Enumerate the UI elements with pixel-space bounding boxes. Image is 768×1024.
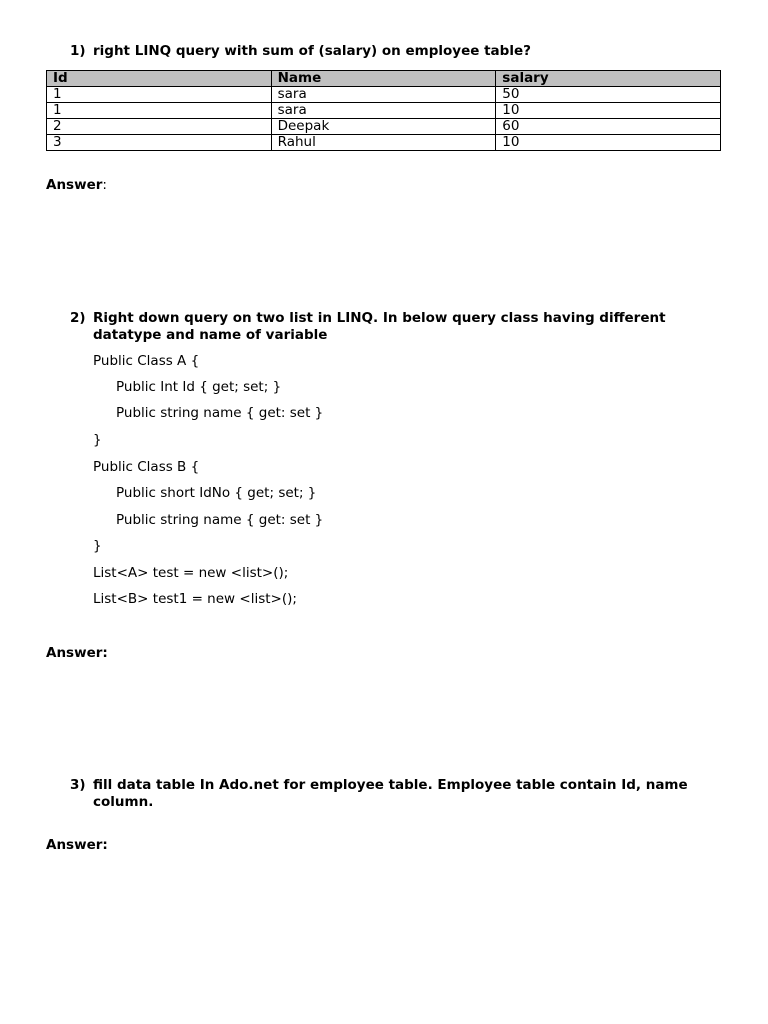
code-line: Public string name { get: set }	[116, 405, 324, 421]
answer-1-label-text: Answer	[46, 177, 103, 193]
cell-salary: 50	[496, 87, 721, 103]
code-line: Public Class A {	[93, 353, 200, 369]
cell-salary: 10	[496, 103, 721, 119]
employee-table	[46, 70, 721, 151]
cell-id: 2	[47, 119, 272, 135]
answer-1-colon: :	[102, 177, 107, 193]
column-header-salary: salary	[496, 71, 721, 87]
answer-3-label: Answer:	[46, 837, 108, 853]
cell-id: 1	[47, 103, 272, 119]
code-line: Public string name { get: set }	[116, 512, 324, 528]
cell-name: sara	[271, 103, 496, 119]
question-2-number: 2)	[70, 310, 86, 326]
table-row	[47, 119, 721, 135]
cell-id: 3	[47, 135, 272, 151]
cell-salary: 60	[496, 119, 721, 135]
question-1-text: right LINQ query with sum of (salary) on employee table?	[93, 43, 531, 59]
question-3-text-line-1: fill data table In Ado.net for employee table. Employee table contain Id, name	[93, 777, 688, 793]
code-line: }	[93, 432, 102, 448]
cell-name: sara	[271, 87, 496, 103]
table-header-row	[47, 71, 721, 87]
cell-name: Deepak	[271, 119, 496, 135]
answer-1-label	[46, 177, 107, 193]
question-3-text-line-2: column.	[93, 794, 154, 810]
code-line: }	[93, 538, 102, 554]
table-row	[47, 87, 721, 103]
column-header-name: Name	[271, 71, 496, 87]
cell-id: 1	[47, 87, 272, 103]
code-line: Public Int Id { get; set; }	[116, 379, 282, 395]
cell-name: Rahul	[271, 135, 496, 151]
question-2-text-line-2: datatype and name of variable	[93, 327, 328, 343]
cell-salary: 10	[496, 135, 721, 151]
code-line: List<A> test = new <list>();	[93, 565, 289, 581]
column-header-id: Id	[47, 71, 272, 87]
table-row	[47, 103, 721, 119]
question-3-number: 3)	[70, 777, 86, 793]
code-line: Public Class B {	[93, 459, 200, 475]
question-1-number: 1)	[70, 43, 86, 59]
answer-2-label: Answer:	[46, 645, 108, 661]
table-row	[47, 135, 721, 151]
question-2-text-line-1: Right down query on two list in LINQ. In below query class having different	[93, 310, 666, 326]
code-line: List<B> test1 = new <list>();	[93, 591, 297, 607]
code-line: Public short IdNo { get; set; }	[116, 485, 317, 501]
